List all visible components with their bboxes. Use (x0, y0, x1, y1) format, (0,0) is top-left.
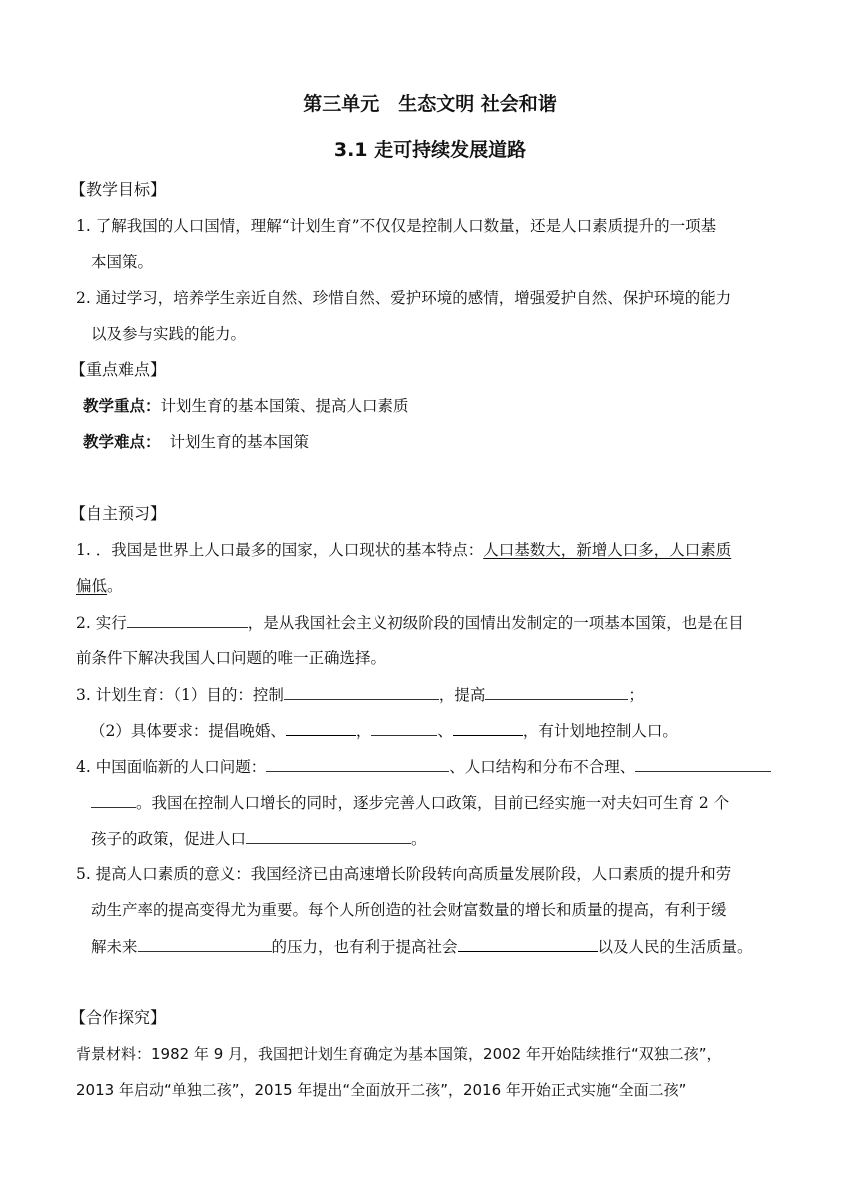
q4-line3-end: 。 (411, 830, 427, 848)
difficulty-text: 计划生育的基本国策 (169, 433, 310, 451)
q3b-suffix: ，有计划地控制人口。 (522, 722, 678, 740)
section-heading-cooperate: 【合作探究】 (70, 1008, 167, 1027)
q4-blank-1[interactable] (266, 756, 449, 772)
preview-q4-line-3 (91, 828, 427, 849)
difficulty-row (83, 432, 309, 452)
section-heading-preview: 【自主预习】 (70, 504, 167, 523)
preview-q4-line-1 (76, 756, 771, 777)
q2-blank[interactable] (127, 612, 248, 628)
background-material-line-1: 背景材料：1982 年 9 月，我国把计划生育确定为基本国策，2002 年开始陆续推行“双独二孩”， (76, 1045, 722, 1063)
q4-prefix: 4. 中国面临新的人口问题： (76, 758, 267, 776)
q3b-dun: 、 (437, 722, 453, 740)
preview-q5-line-2: 动生产率的提高变得尤为重要。每个人所创造的社会财富数量的增长和质量的提高，有利于缓 (91, 901, 727, 919)
q5-line3-mid: 的压力，也有利于提高社会 (271, 938, 458, 956)
preview-q2-line-2: 前条件下解决我国人口问题的唯一正确选择。 (76, 649, 387, 667)
focus-row (83, 396, 409, 416)
q4-blank-2b[interactable] (91, 792, 136, 808)
q5-line3-end: 以及人民的生活质量。 (597, 938, 753, 956)
q3b-blank-2[interactable] (371, 720, 437, 736)
preview-q5-line-3 (91, 936, 753, 957)
q3b-blank-3[interactable] (453, 720, 523, 736)
q3-control-blank[interactable] (284, 684, 439, 700)
q3b-comma: ， (355, 722, 372, 740)
q1-answer-part-2: 偏低 (76, 577, 108, 595)
preview-q3-line-2 (90, 720, 678, 741)
q1-prefix: 1. ．我国是世界上人口最多的国家，人口现状的基本特点： (76, 541, 484, 559)
preview-q4-line-2 (91, 792, 729, 813)
q1-end: 。 (107, 577, 123, 595)
q3-mid: ，提高 (438, 686, 486, 704)
section-heading-goals: 【教学目标】 (70, 180, 167, 199)
q4-mid: 、人口结构和分布不合理、 (449, 758, 636, 776)
q5-blank-1[interactable] (138, 936, 272, 952)
q3b-prefix: （2）具体要求：提倡晚婚、 (90, 722, 286, 740)
preview-q1-line-2 (76, 576, 123, 596)
preview-q5-line-1: 5. 提高人口素质的意义：我国经济已由高速增长阶段转向高质量发展阶段，人口素质的提升和劳 (76, 865, 732, 883)
difficulty-label: 教学难点： (83, 433, 161, 451)
q5-blank-2[interactable] (458, 936, 598, 952)
q2-prefix: 2. 实行 (76, 614, 127, 632)
section-heading-key-points: 【重点难点】 (70, 360, 167, 379)
q3-prefix: 3. 计划生育：（1）目的：控制 (76, 686, 284, 704)
preview-q1-line-1 (76, 540, 731, 560)
q3b-blank-1[interactable] (286, 720, 356, 736)
q4-line2-suffix: 。我国在控制人口增长的同时，逐步完善人口政策，目前已经实施一对夫妇可生育 2 个 (136, 794, 730, 812)
q3-improve-blank[interactable] (485, 684, 628, 700)
unit-title: 第三单元 生态文明 社会和谐 (303, 93, 557, 115)
q3-end: ； (628, 686, 644, 704)
preview-q2-line-1 (76, 612, 744, 633)
q1-answer-part-1: 人口基数大，新增人口多，人口素质 (483, 541, 732, 559)
goal-item-2-line-2: 以及参与实践的能力。 (91, 325, 247, 343)
preview-q3-line-1 (76, 684, 644, 705)
goal-item-2-line-1: 2. 通过学习，培养学生亲近自然、珍惜自然、爱护环境的感情，增强爱护自然、保护环境的能力 (76, 289, 732, 307)
q4-blank-2a[interactable] (635, 756, 771, 772)
q2-suffix: ，是从我国社会主义初级阶段的国情出发制定的一项基本国策，也是在目 (247, 614, 744, 632)
background-material-line-2: 2013 年启动“单独二孩”，2015 年提出“全面放开二孩”，2016 年开始正式实施“全面二孩” (76, 1081, 687, 1099)
goal-item-1-line-1: 1. 了解我国的人口国情，理解“计划生育”不仅仅是控制人口数量，还是人口素质提升的一项基 (76, 217, 717, 235)
q4-line3-prefix: 孩子的政策，促进人口 (91, 830, 247, 848)
focus-label: 教学重点： (83, 397, 161, 415)
goal-item-1-line-2: 本国策。 (91, 253, 154, 271)
q4-blank-3[interactable] (246, 828, 411, 844)
lesson-title: 3.1 走可持续发展道路 (333, 139, 527, 161)
q5-line3-prefix: 解未来 (91, 938, 138, 956)
focus-text: 计划生育的基本国策、提高人口素质 (160, 397, 409, 415)
